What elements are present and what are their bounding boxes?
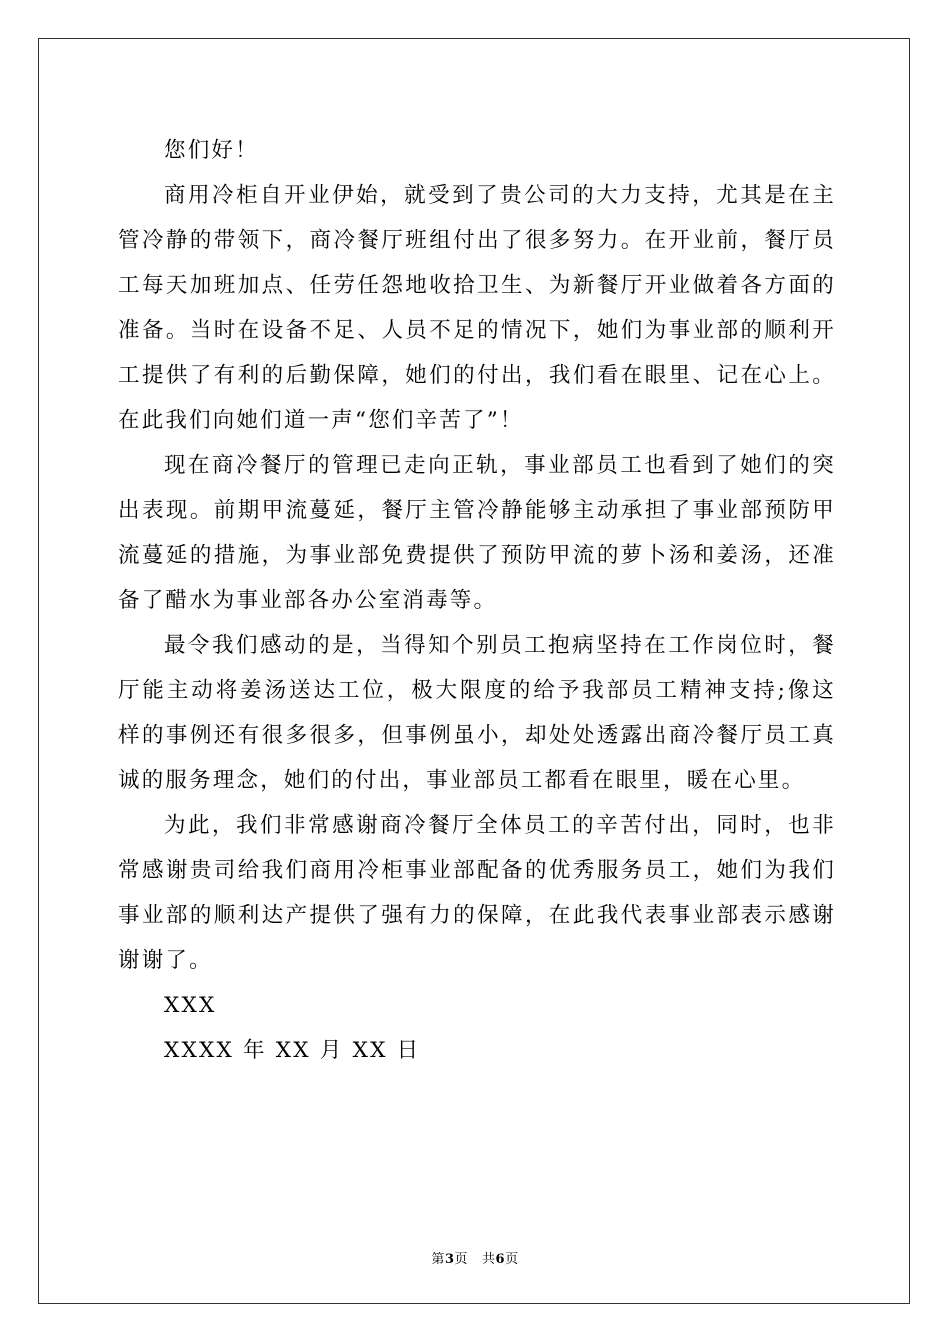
page-footer <box>0 1248 950 1267</box>
paragraph-3: 最令我们感动的是，当得知个别员工抱病坚持在工作岗位时，餐厅能主动将姜汤送达工位，极大限度的给予我部员工精神支持;像这样的事例还有很多很多，但事例虽小，却处处透露出商冷餐厅员工真诚的服务理念，她们的付出，事业部员工都看在眼里，暖在心里。 <box>118 633 836 793</box>
date: XXXX 年 XX 月 XX 日 <box>164 1038 421 1063</box>
total-prefix: 共 <box>482 1252 496 1267</box>
paragraph-2: 现在商冷餐厅的管理已走向正轨，事业部员工也看到了她们的突出表现。前期甲流蔓延，餐厅主管冷静能够主动承担了事业部预防甲流蔓延的措施，为事业部免费提供了预防甲流的萝卜汤和姜汤，还准备了醋水为事业部各办公室消毒等。 <box>118 453 836 613</box>
current-page-number: 3 <box>444 1252 455 1267</box>
paragraph-4: 为此，我们非常感谢商冷餐厅全体员工的辛苦付出，同时，也非常感谢贵司给我们商用冷柜事业部配备的优秀服务员工，她们为我们事业部的顺利达产提供了强有力的保障，在此我代表事业部表示感谢谢谢了。 <box>118 813 836 973</box>
total-page-number: 6 <box>495 1252 506 1267</box>
greeting: 您们好！ <box>164 138 259 163</box>
paragraph-1: 商用冷柜自开业伊始，就受到了贵公司的大力支持，尤其是在主管冷静的带领下，商冷餐厅班组付出了很多努力。在开业前，餐厅员工每天加班加点、任劳任怨地收拾卫生、为新餐厅开业做着各方面的准备。当时在设备不足、人员不足的情况下，她们为事业部的顺利开工提供了有利的后勤保障，她们的付出，我们看在眼里、记在心上。在此我们向她们道一声“您们辛苦了”！ <box>118 183 836 433</box>
signature: XXX <box>164 993 217 1018</box>
page-unit: 页 <box>454 1252 468 1267</box>
total-unit: 页 <box>505 1252 519 1267</box>
letter-body <box>118 128 836 1073</box>
page-prefix: 第 <box>431 1252 445 1267</box>
